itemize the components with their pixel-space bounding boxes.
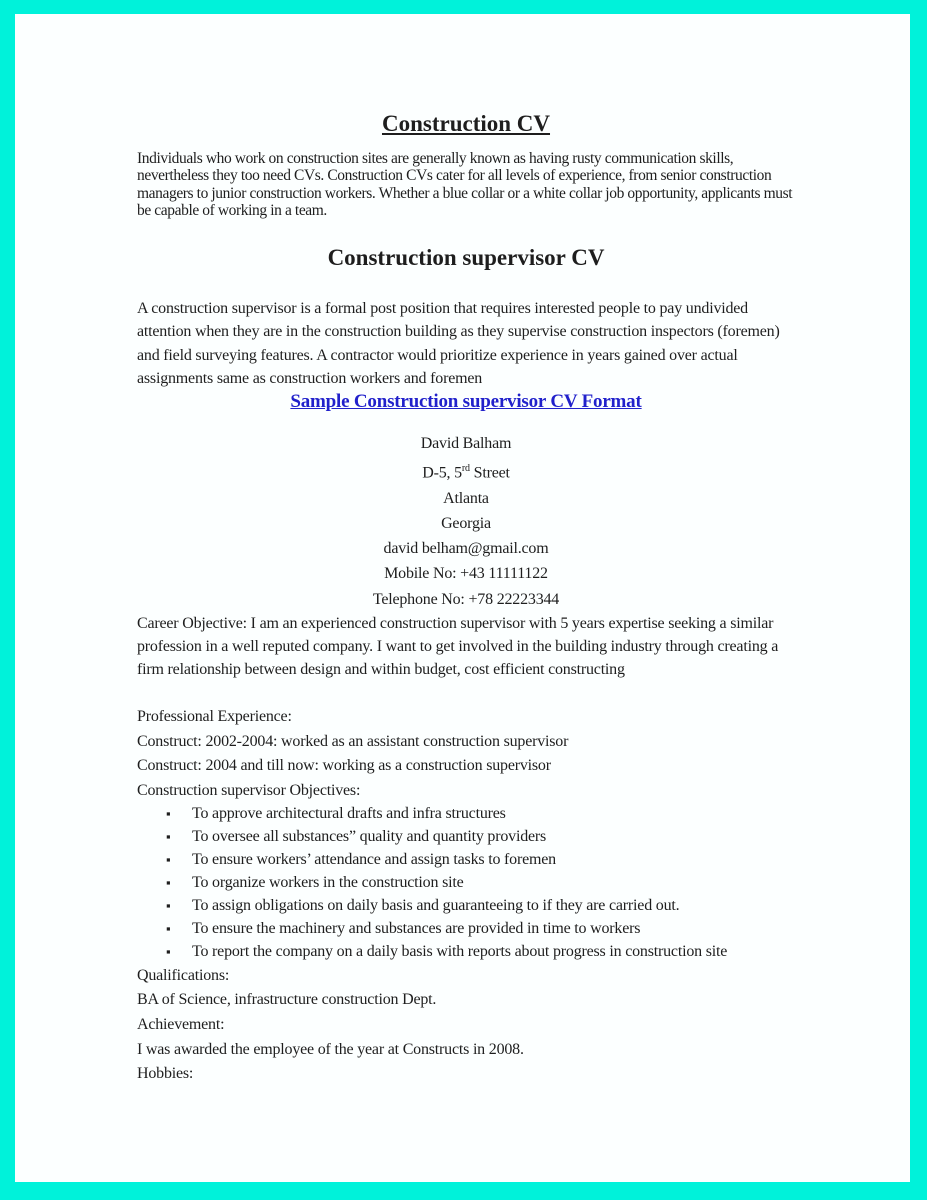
list-item: ▪ To oversee all substances” quality and quantity providers [137, 826, 795, 849]
experience-section [137, 705, 795, 803]
hobbies-heading: Hobbies: [137, 1065, 194, 1083]
contact-email: david belham@gmail.com [383, 540, 549, 558]
qualifications-heading: Qualifications: [137, 966, 230, 984]
contact-mobile: Mobile No: +43 11111122 [384, 565, 548, 583]
section-title: Construction supervisor CV [327, 244, 605, 270]
career-objective-paragraph: Career Objective: I am an experienced construction supervisor with 5 years expertise seeking a similar profession in a well reputed company. I want to get involved in the building industry through creating a firm relationship between design and within budget, cost efficient constructing [137, 615, 779, 679]
document-content [15, 14, 910, 1087]
contact-state: Georgia [441, 514, 491, 532]
document-page [15, 14, 910, 1182]
list-item: ▪ To approve architectural drafts and infra structures [137, 803, 795, 826]
list-item: ▪ To ensure workers’ attendance and assign tasks to foremen [137, 849, 795, 872]
page-title: Construction CV [381, 111, 551, 136]
tail-section [137, 964, 795, 1087]
list-item: ▪ To organize workers in the construction site [137, 872, 795, 895]
contact-city: Atlanta [443, 489, 489, 507]
achievement-text: I was awarded the employee of the year at Constructs in 2008. [137, 1040, 524, 1058]
objectives-heading: Construction supervisor Objectives: [137, 781, 361, 799]
experience-item: Construct: 2002-2004: worked as an assistant construction supervisor [137, 732, 569, 750]
list-item: ▪ To ensure the machinery and substances are provided in time to workers [137, 918, 795, 941]
sample-cv-format-link[interactable]: Sample Construction supervisor CV Format [290, 390, 642, 412]
contact-telephone: Telephone No: +78 22223344 [372, 590, 560, 608]
contact-block [137, 431, 795, 612]
intro-paragraph: Individuals who work on construction sites are generally known as having rusty communication skills, nevertheless they too need CVs. Construction CVs cater for all levels of experience, from senior construction managers to junior construction workers. Whether a blue collar or a white collar job opportunity, applicants must be capable of working in a team. [137, 150, 793, 220]
contact-name: David Balham [420, 434, 512, 452]
achievement-heading: Achievement: [137, 1015, 225, 1033]
qualifications-text: BA of Science, infrastructure construction Dept. [137, 991, 437, 1009]
objectives-list [137, 803, 795, 963]
experience-item: Construct: 2004 and till now: working as a construction supervisor [137, 757, 551, 775]
section-intro-paragraph: A construction supervisor is a formal post position that requires interested people to pay undivided attention when they are in the construction building as they supervise construction inspectors (foremen) and field surveying features. A contractor would prioritize experience in years gained over actual assignments same as construction workers and foremen [137, 299, 780, 388]
list-item: ▪ To report the company on a daily basis with reports about progress in construction site [137, 941, 795, 964]
experience-heading: Professional Experience: [137, 708, 292, 726]
list-item: ▪ To assign obligations on daily basis and guaranteeing to if they are carried out. [137, 895, 795, 918]
contact-street: D-5, 5rd Street [422, 462, 510, 482]
street-ordinal-suffix: rd [461, 462, 470, 474]
